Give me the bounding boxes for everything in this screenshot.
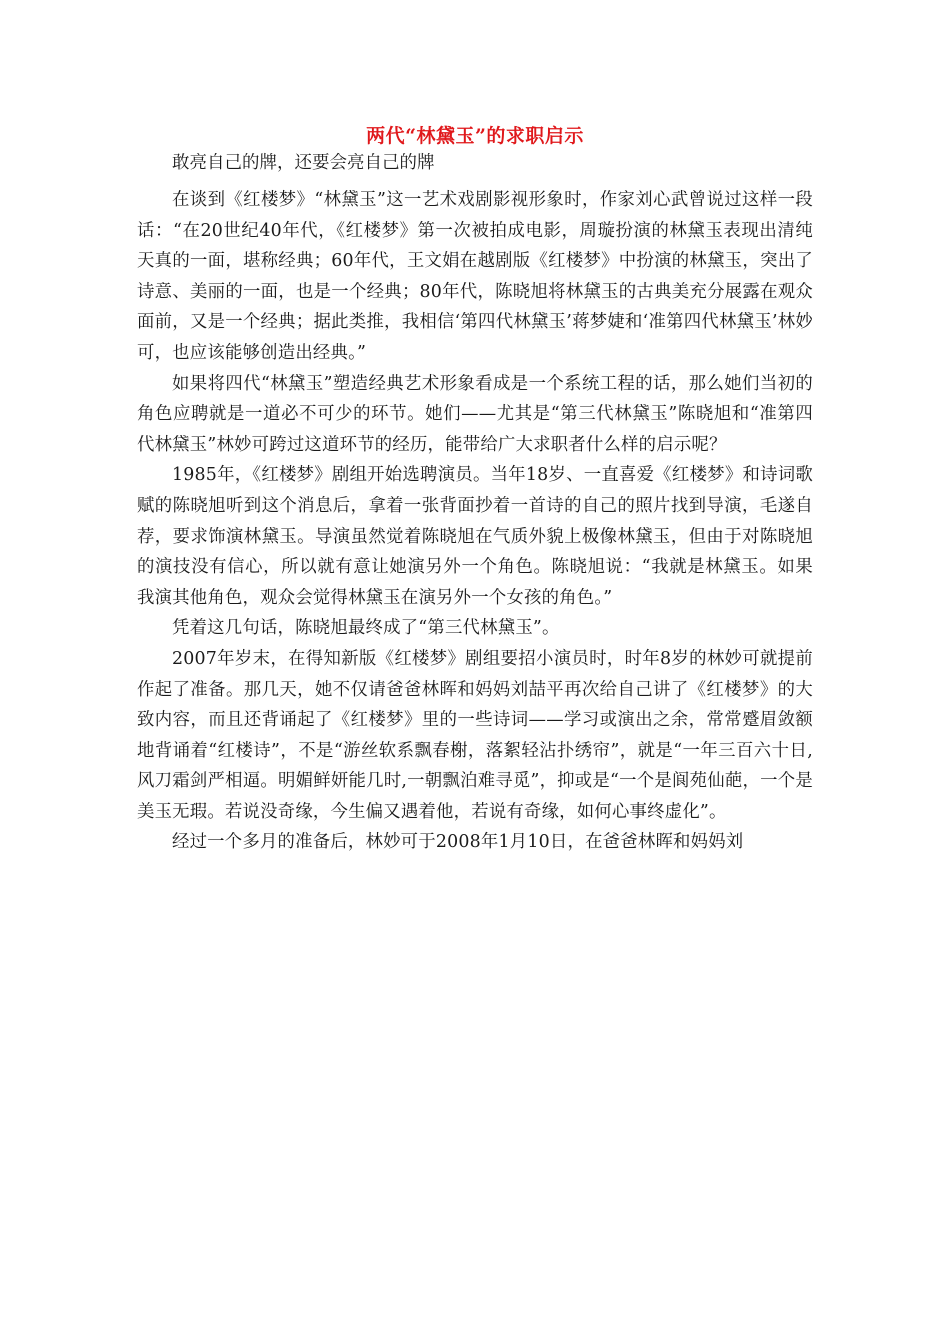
paragraph: 经过一个多月的准备后，林妙可于2008年1月10日，在爸爸林晖和妈妈刘 [172, 832, 744, 853]
document-title: 两代“林黛玉”的求职启示 [366, 125, 584, 147]
paragraph: 如果将四代“林黛玉”塑造经典艺术形象看成是一个系统工程的话，那么她们当初的角色应聘就是一道必不可少的环节。她们——尤其是“第三代林黛玉”陈晓旭和“准第四代林黛玉”林妙可跨过这道环节的经历，能带给广大求职者什么样的启示呢？ [137, 373, 813, 455]
paragraph: 在谈到《红楼梦》“林黛玉”这一艺术戏剧影视形象时，作家刘心武曾说过这样一段话：“在20世纪40年代，《红楼梦》第一次被拍成电影，周璇扮演的林黛玉表现出清纯天真的一面，堪称经典；60年代，王文娟在越剧版《红楼梦》中扮演的林黛玉，突出了诗意、美丽的一面，也是一个经典；80年代，陈晓旭将林黛玉的古典美充分展露在观众面前，又是一个经典；据此类推，我相信‘第四代林黛玉’蒋梦婕和‘准第四代林黛玉’林妙可，也应该能够创造出经典。” [137, 190, 813, 363]
paragraph: 1985年，《红楼梦》剧组开始选聘演员。当年18岁、一直喜爱《红楼梦》和诗词歌赋的陈晓旭听到这个消息后，拿着一张背面抄着一首诗的自己的照片找到导演，毛遂自荐，要求饰演林黛玉。导演虽然觉着陈晓旭在气质外貌上极像林黛玉，但由于对陈晓旭的演技没有信心，所以就有意让她演另外一个角色。陈晓旭说：“我就是林黛玉。如果我演其他角色，观众会觉得林黛玉在演另外一个女孩的角色。” [137, 465, 813, 608]
paragraph: 2007年岁末，在得知新版《红楼梦》剧组要招小演员时，时年8岁的林妙可就提前作起了准备。那几天，她不仅请爸爸林晖和妈妈刘喆平再次给自己讲了《红楼梦》的大致内容，而且还背诵起了《红楼梦》里的一些诗词——学习或演出之余，常常蹙眉敛额地背诵着“红楼诗”，不是“游丝软系飘春榭，落絮轻沾扑绣帘”，就是“一年三百六十日,风刀霜剑严相逼。明媚鲜妍能几时,一朝飘泊难寻觅”，抑或是“一个是阆苑仙葩，一个是美玉无瑕。若说没奇缘，今生偏又遇着他，若说有奇缘，如何心事终虚化”。 [137, 648, 813, 822]
document-subtitle: 敢亮自己的牌，还要会亮自己的牌 [172, 153, 435, 173]
paragraph: 凭着这几句话，陈晓旭最终成了“第三代林黛玉”。 [172, 618, 560, 639]
document-body [137, 185, 813, 858]
